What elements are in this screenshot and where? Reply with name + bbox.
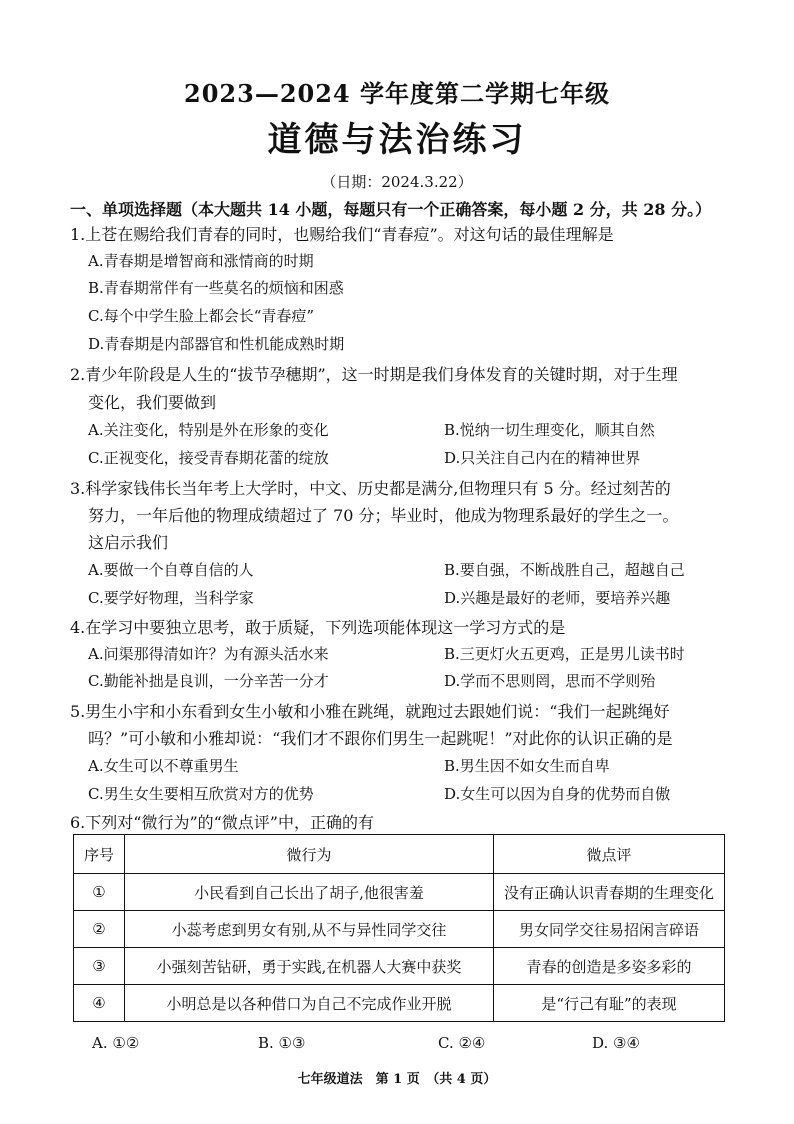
q6-table <box>73 834 725 1022</box>
q1-option-a: A.青春期是增智商和涨情商的时期 <box>88 252 314 270</box>
q3-option-c: C.要学好物理，当科学家 <box>88 589 254 607</box>
q6-option-d: D. ③④ <box>592 1034 640 1052</box>
q1-option-c: C.每个中学生脸上都会长“青春痘” <box>88 307 315 325</box>
q5-option-c: C.男生女生要相互欣赏对方的优势 <box>88 785 314 803</box>
q6-row-behavior: 小民看到自己长出了胡子,他很害羞 <box>125 874 494 911</box>
q6-header-num: 序号 <box>74 835 125 874</box>
q4-option-c: C.勤能补拙是良训，一分辛苦一分才 <box>88 672 329 690</box>
q6-header-comment: 微点评 <box>494 835 725 874</box>
q3-stem-line1: 3.科学家钱伟长当年考上大学时，中文、历史都是满分,但物理只有 5 分。经过刻苦的 <box>70 479 671 498</box>
q5-option-a: A.女生可以不尊重男生 <box>88 757 239 775</box>
q6-option-c: C. ②④ <box>438 1034 486 1052</box>
q3-option-b: B.要自强，不断战胜自己，超越自己 <box>444 561 685 579</box>
q6-stem: 6.下列对“微行为”的“微点评”中，正确的有 <box>70 813 374 832</box>
q2-stem-line2: 变化，我们要做到 <box>88 393 217 412</box>
q6-option-a: A. ①② <box>92 1034 140 1052</box>
q6-row-comment: 青春的创造是多姿多彩的 <box>494 948 725 985</box>
q3-stem-line2: 努力，一年后他的物理成绩超过了 70 分；毕业时，他成为物理系最好的学生之一。 <box>88 506 679 525</box>
q1-option-d: D.青春期是内部器官和性机能成熟时期 <box>88 335 345 353</box>
q6-row-behavior: 小强刻苦钻研，勇于实践,在机器人大赛中获奖 <box>125 948 494 985</box>
q4-option-b: B.三更灯火五更鸡，正是男儿读书时 <box>444 645 685 663</box>
q2-option-a: A.关注变化，特别是外在形象的变化 <box>88 421 329 439</box>
q2-option-b: B.悦纳一切生理变化，顺其自然 <box>444 421 655 439</box>
page-footer: 七年级道法 第 1 页 （共 4 页） <box>297 1072 497 1087</box>
table-row <box>74 874 725 911</box>
q5-stem-line1: 5.男生小宇和小东看到女生小敏和小雅在跳绳，就跑过去跟她们说：“我们一起跳绳好 <box>70 702 670 721</box>
section-heading: 一、单项选择题（本大题共 14 小题，每题只有一个正确答案，每小题 2 分，共 28 分。） <box>70 200 712 219</box>
q4-option-d: D.学而不思则罔，思而不学则殆 <box>444 672 656 690</box>
q4-option-a: A.问渠那得清如许？为有源头活水来 <box>88 645 329 663</box>
q6-row-num: ② <box>74 911 125 948</box>
exam-title-line1: 2023—2024 学年度第二学期七年级 <box>184 79 610 108</box>
q6-header-behavior: 微行为 <box>125 835 494 874</box>
q4-stem: 4.在学习中要独立思考，敢于质疑，下列选项能体现这一学习方式的是 <box>70 618 566 637</box>
q3-option-d: D.兴趣是最好的老师，要培养兴趣 <box>444 589 671 607</box>
q5-stem-line2: 吗？”可小敏和小雅却说：“我们才不跟你们男生一起跳呢！”对此你的认识正确的是 <box>88 729 673 748</box>
q2-stem-line1: 2.青少年阶段是人生的“拔节孕穗期”，这一时期是我们身体发育的关键时期，对于生理 <box>70 365 678 384</box>
q6-table-header <box>74 835 725 874</box>
table-row <box>74 948 725 985</box>
q2-option-d: D.只关注自己内在的精神世界 <box>444 449 641 467</box>
q6-row-comment: 没有正确认识青春期的生理变化 <box>494 874 725 911</box>
q3-stem-line3: 这启示我们 <box>88 533 169 552</box>
q6-row-comment: 是“行己有耻”的表现 <box>494 985 725 1022</box>
q1-stem: 1.上苍在赐给我们青春的同时，也赐给我们“青春痘”。对这句话的最佳理解是 <box>70 225 614 244</box>
q6-row-num: ① <box>74 874 125 911</box>
q6-row-num: ④ <box>74 985 125 1022</box>
exam-date: （日期：2024.3.22） <box>321 173 473 191</box>
table-row <box>74 911 725 948</box>
q2-option-c: C.正视变化，接受青春期花蕾的绽放 <box>88 449 329 467</box>
table-row <box>74 985 725 1022</box>
q6-row-behavior: 小明总是以各种借口为自己不完成作业开脱 <box>125 985 494 1022</box>
q1-option-b: B.青春期常伴有一些莫名的烦恼和困惑 <box>88 279 344 297</box>
q6-row-behavior: 小蕊考虑到男女有别,从不与异性同学交往 <box>125 911 494 948</box>
q6-option-b: B. ①③ <box>258 1034 306 1052</box>
q6-row-num: ③ <box>74 948 125 985</box>
q5-option-b: B.男生因不如女生而自卑 <box>444 757 610 775</box>
q6-row-comment: 男女同学交往易招闲言碎语 <box>494 911 725 948</box>
q5-option-d: D.女生可以因为自身的优势而自傲 <box>444 785 671 803</box>
q3-option-a: A.要做一个自尊自信的人 <box>88 561 254 579</box>
exam-title-subject: 道德与法治练习 <box>267 120 527 160</box>
